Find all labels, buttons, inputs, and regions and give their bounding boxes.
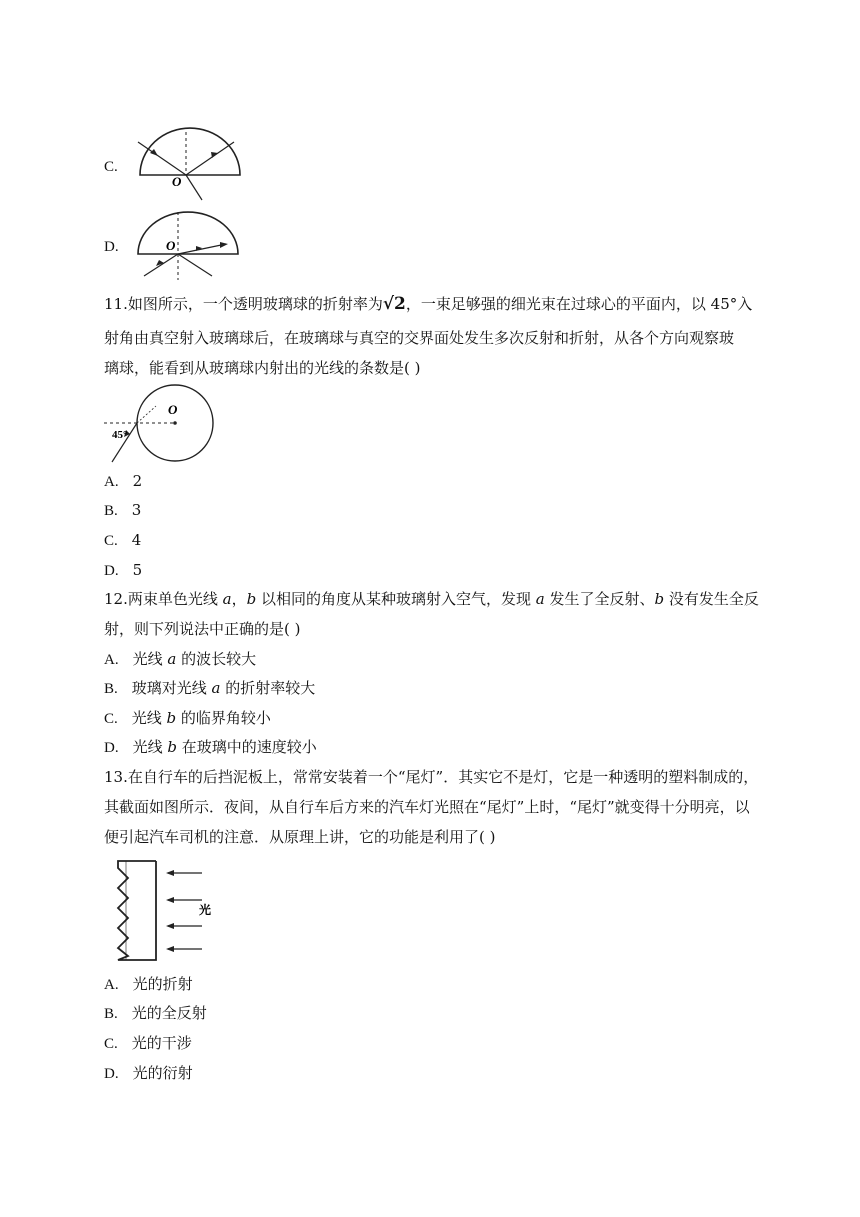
light-label: 光 bbox=[199, 903, 212, 917]
q13-option-d[interactable]: D. 光的衍射 bbox=[104, 1064, 193, 1082]
q12-stem-line2: 射，则下列说法中正确的是( ) bbox=[104, 620, 301, 638]
q13-stem-line2: 其截面如图所示．夜间，从自行车后方来的汽车灯光照在“尾灯”上时，“尾灯”就变得十分明亮，以 bbox=[104, 798, 750, 816]
q13-option-a[interactable]: A. 光的折射 bbox=[104, 975, 193, 993]
q10-figure-d bbox=[134, 208, 244, 283]
q12-option-c[interactable]: C. 光线 b 的临界角较小 bbox=[104, 709, 271, 727]
angle-label: 45° bbox=[112, 429, 128, 441]
q13-option-b[interactable]: B. 光的全反射 bbox=[104, 1004, 207, 1022]
q12-option-b[interactable]: B. 玻璃对光线 a 的折射率较大 bbox=[104, 679, 316, 697]
q11-figure bbox=[104, 384, 219, 464]
q12-option-a[interactable]: A. 光线 a 的波长较大 bbox=[104, 650, 257, 668]
q10-option-c[interactable] bbox=[104, 156, 118, 177]
q11-option-b[interactable]: B. 3 bbox=[104, 501, 142, 519]
q12-stem-line1: 12.两束单色光线 a，b 以相同的角度从某种玻璃射入空气，发现 a 发生了全反射、b 没有发生全反 bbox=[104, 590, 759, 608]
q13-figure bbox=[104, 856, 224, 966]
q10-figure-c bbox=[134, 128, 244, 203]
q11-stem-line2: 射角由真空射入玻璃球后，在玻璃球与真空的交界面处发生多次反射和折射，从各个方向观察玻 bbox=[104, 329, 735, 347]
q11-option-c[interactable]: C. 4 bbox=[104, 531, 142, 549]
origin-label: O bbox=[166, 238, 176, 253]
option-letter: C. bbox=[104, 159, 118, 175]
q11-option-d[interactable]: D. 5 bbox=[104, 561, 143, 579]
q12-option-d[interactable]: D. 光线 b 在玻璃中的速度较小 bbox=[104, 738, 317, 756]
sqrt-symbol: √2 bbox=[382, 294, 406, 314]
q13-stem-line3: 便引起汽车司机的注意．从原理上讲，它的功能是利用了( ) bbox=[104, 828, 496, 846]
q11-option-a[interactable]: A. 2 bbox=[104, 472, 143, 490]
q13-option-c[interactable]: C. 光的干涉 bbox=[104, 1034, 192, 1052]
q10-option-d[interactable] bbox=[104, 236, 119, 257]
q11-stem-line3: 璃球，能看到从玻璃球内射出的光线的条数是( ) bbox=[104, 359, 421, 377]
origin-label: O bbox=[172, 174, 182, 189]
option-letter: D. bbox=[104, 239, 119, 255]
q11-stem-line1: 11.如图所示，一个透明玻璃球的折射率为√2，一束足够强的细光束在过球心的平面内，以 45°入 bbox=[104, 294, 753, 314]
origin-label: O bbox=[168, 402, 178, 417]
q13-stem-line1: 13.在自行车的后挡泥板上，常常安装着一个“尾灯”．其实它不是灯，它是一种透明的塑料制成的， bbox=[104, 768, 759, 786]
